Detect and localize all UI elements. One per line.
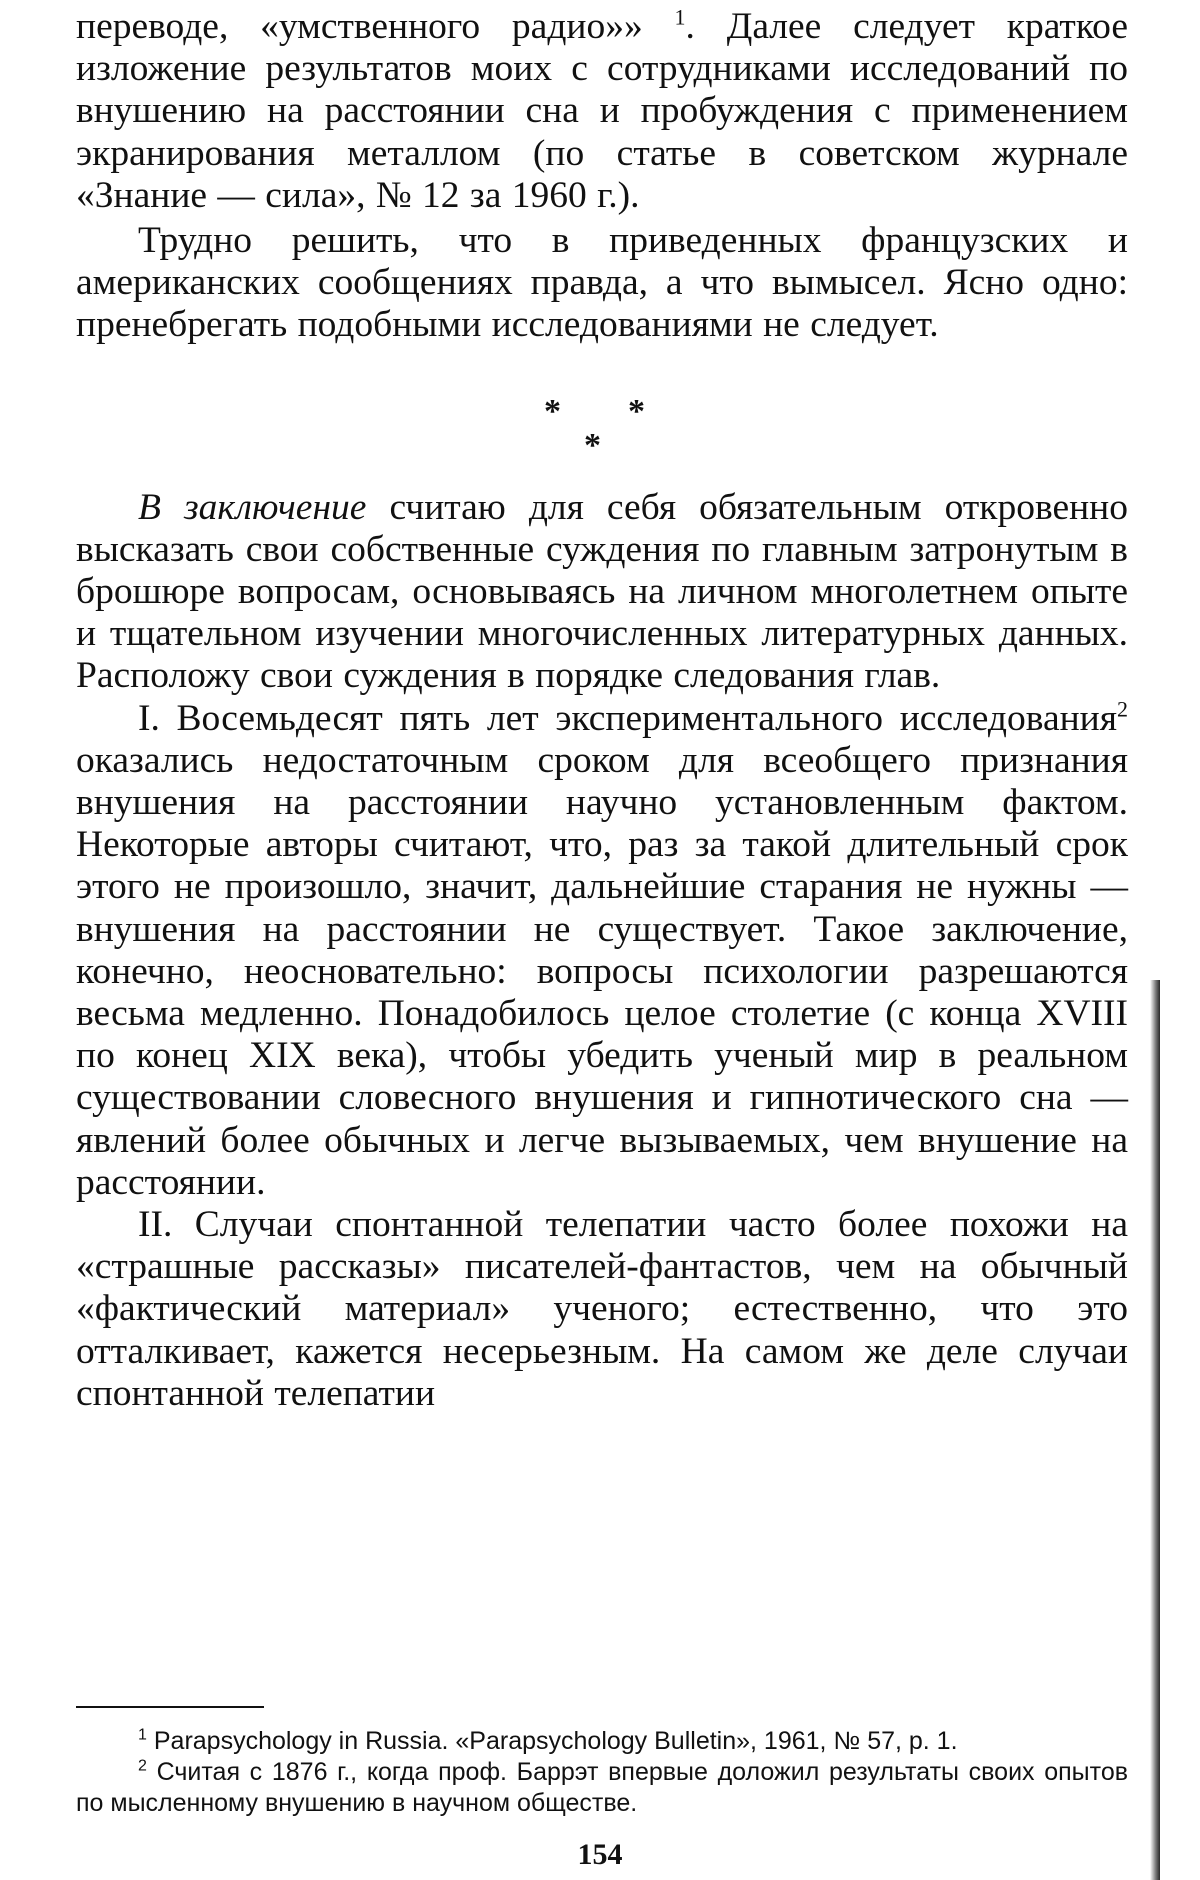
paragraph-3-italic-lead: В заключение [138, 486, 367, 528]
paragraph-2 [76, 220, 1128, 347]
paragraph-4 [76, 698, 1128, 1204]
paragraph-4-text: I. Восемьдесят пять лет экспериментального исследования [138, 697, 1117, 739]
paragraph-1-text: переводе, «умственного радио»» [76, 6, 675, 47]
paragraph-1-text-after: . Далее следует краткое изложение результатов моих с сотрудниками исследований по внушению на расстоянии сна и пробуждения с применением экранирования металлом (по статье в советском журнале «Знание — сила», № 12 за 1960 г.). [76, 6, 1128, 216]
paragraph-1 [76, 6, 1128, 217]
page-number: 154 [577, 1838, 623, 1871]
asterism-star-bottom: * [584, 426, 601, 464]
footnote-1-mark: 1 [138, 1726, 147, 1744]
asterism-star-right: * [628, 392, 645, 430]
paragraph-2-text: Трудно решить, что в приведенных французских и американских сообщениях правда, а что вымысел. Ясно одно: пренебрегать подобными исследованиями не следует. [76, 220, 1128, 346]
asterism-star-left: * [544, 392, 561, 430]
footnote-ref-2: 2 [1117, 696, 1128, 722]
footnote-1 [76, 1726, 1128, 1757]
paragraph-3-text: считаю для себя обязательным откровенно высказать свои собственные суждения по главным затронутым в брошюре вопросам, основываясь на личном многолетнем опыте и тщательном изучении многочисленных литературных данных. Расположу свои суждения в порядке следования глав. [76, 486, 1128, 697]
paragraph-5 [76, 1204, 1128, 1415]
paragraph-4-text-after: оказались недостаточным сроком для всеобщего признания внушения на расстоянии научно установленным фактом. Некоторые авторы считают, что, раз за такой длительный срок этого не произошло, значит, дальнейшие старания не нужны — внушения на расстоянии не существует. Такое заключение, конечно, неосновательно: вопросы психологии разрешаются весьма медленно. Понадобилось целое столетие (с конца XVIII по конец XIX века), чтобы убедить ученый мир в реальном существовании словесного внушения и гипнотического сна — явлений более обычных и легче вызываемых, чем внушение на расстоянии. [76, 739, 1128, 1203]
paragraph-5-text: II. Случаи спонтанной телепатии часто более похожи на «страшные рассказы» писателей-фантастов, чем на обычный «фактический материал» ученого; естественно, что это отталкивает, кажется несерьезным. На самом же деле случаи спонтанной телепатии [76, 1204, 1128, 1414]
footnote-separator-rule [76, 1706, 264, 1708]
footnote-2-mark: 2 [138, 1757, 147, 1775]
footnote-2-text: Считая с 1876 г., когда проф. Баррэт впервые доложил результаты своих опытов по мысленному внушению в научном обществе. [76, 1758, 1128, 1817]
paragraph-3 [76, 487, 1128, 698]
section-asterism [76, 347, 1128, 487]
scan-edge-shadow [1150, 980, 1160, 1880]
footnote-2 [76, 1757, 1128, 1819]
footnote-ref-1: 1 [674, 4, 686, 30]
main-text-column [76, 6, 1128, 1415]
footnote-1-text: Parapsychology in Russia. «Parapsychology Bulletin», 1961, № 57, p. 1. [153, 1727, 958, 1755]
footnotes [76, 1726, 1128, 1819]
